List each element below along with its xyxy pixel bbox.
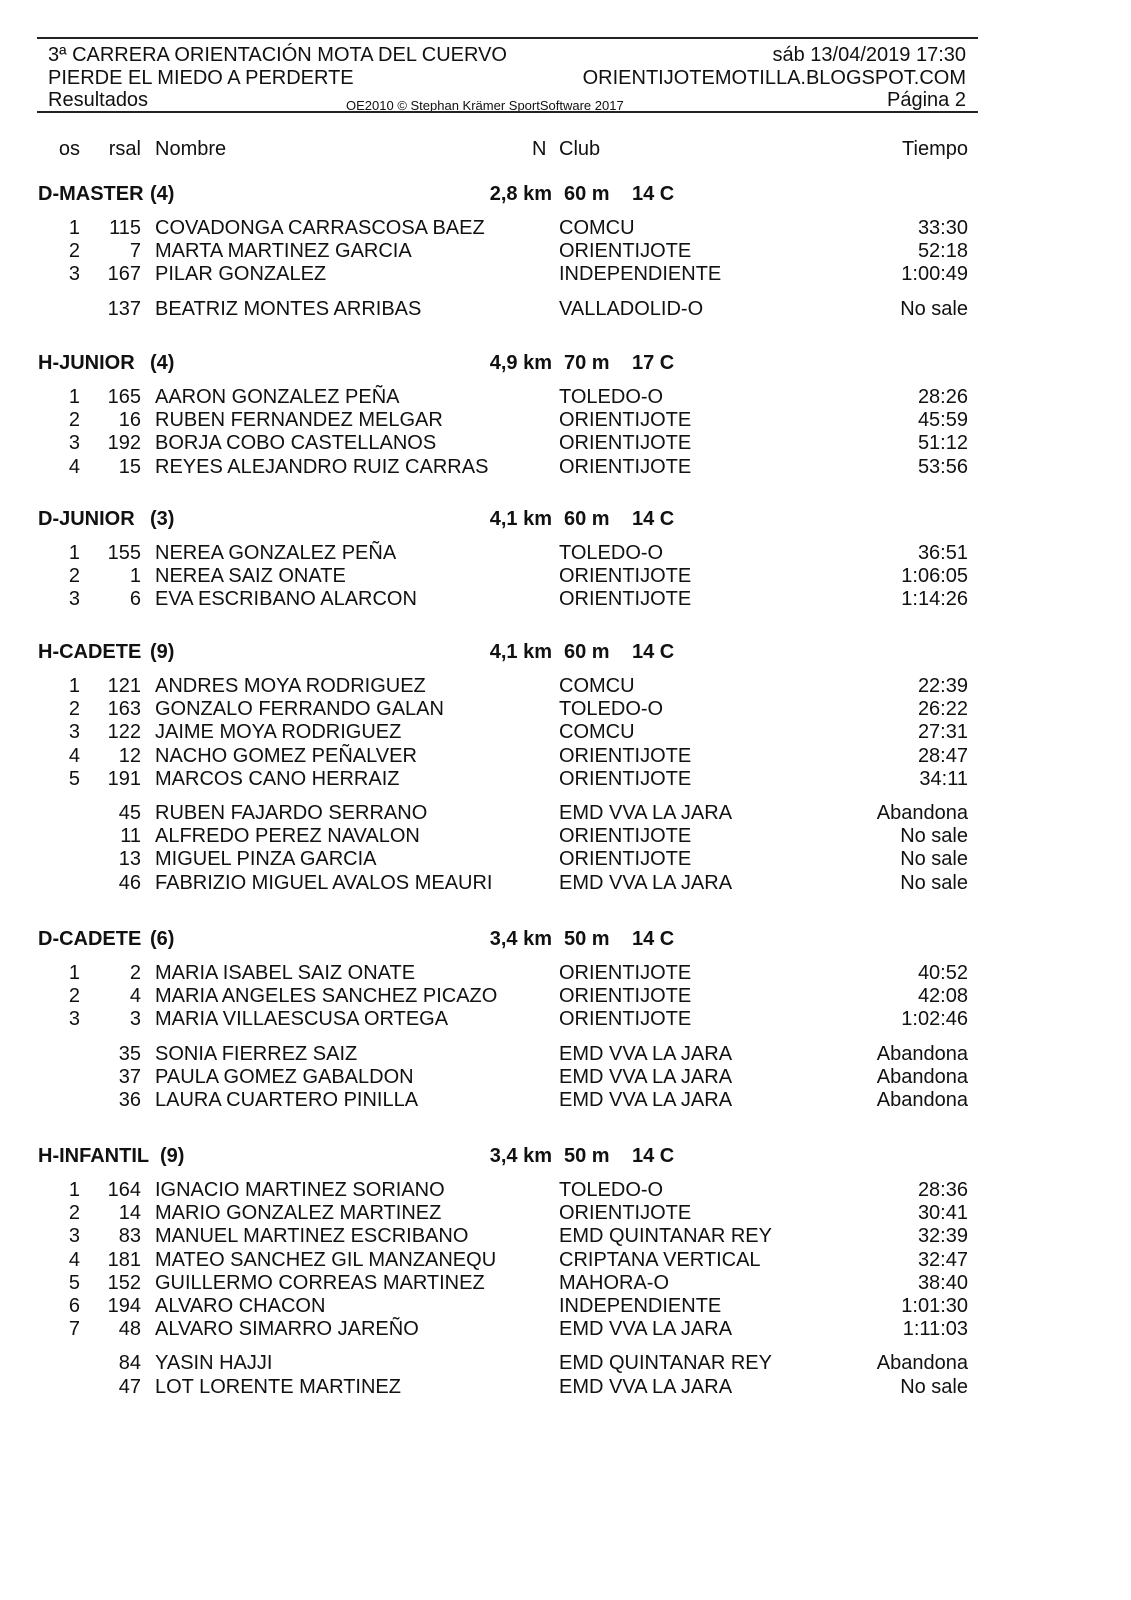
result-club: ORIENTIJOTE <box>559 985 692 1007</box>
result-time: 1:02:46 <box>901 1008 968 1030</box>
software-credit: OE2010 © Stephan Krämer SportSoftware 2017 <box>346 98 624 113</box>
category-name: H-INFANTIL <box>38 1145 150 1167</box>
result-time: 40:52 <box>917 962 968 984</box>
col-header-bib: rsal <box>108 138 141 160</box>
course-climb: 60 m <box>564 641 610 663</box>
result-time: Abandona <box>876 1352 968 1374</box>
result-club: EMD QUINTANAR REY <box>559 1225 772 1247</box>
result-bib: 1 <box>129 565 141 587</box>
col-header-time: Tiempo <box>902 138 968 160</box>
result-bib: 164 <box>107 1179 141 1201</box>
result-time: 30:41 <box>917 1202 968 1224</box>
result-name: RUBEN FAJARDO SERRANO <box>155 802 428 824</box>
result-time: 51:12 <box>917 432 968 454</box>
result-club: ORIENTIJOTE <box>559 588 692 610</box>
result-position: 3 <box>68 263 80 285</box>
result-club: ORIENTIJOTE <box>559 240 692 262</box>
result-time: 1:01:30 <box>901 1295 968 1317</box>
result-position: 2 <box>68 565 80 587</box>
result-time: No sale <box>900 848 968 870</box>
result-position: 4 <box>68 1249 80 1271</box>
result-position: 4 <box>68 745 80 767</box>
result-club: COMCU <box>559 675 635 697</box>
result-bib: 181 <box>107 1249 141 1271</box>
col-header-pos: os <box>58 138 80 160</box>
result-bib: 192 <box>107 432 141 454</box>
result-club: EMD VVA LA JARA <box>559 1089 733 1111</box>
result-position: 2 <box>68 698 80 720</box>
course-controls: 14 C <box>632 183 675 205</box>
result-name: MARIA ISABEL SAIZ ONATE <box>155 962 416 984</box>
col-header-name: Nombre <box>155 138 227 160</box>
course-controls: 17 C <box>632 352 675 374</box>
result-position: 1 <box>68 962 80 984</box>
result-name: MARIA VILLAESCUSA ORTEGA <box>155 1008 449 1030</box>
result-name: AARON GONZALEZ PEÑA <box>155 386 400 408</box>
doc-type: Resultados <box>48 89 149 111</box>
result-club: ORIENTIJOTE <box>559 1202 692 1224</box>
result-club: ORIENTIJOTE <box>559 848 692 870</box>
result-club: ORIENTIJOTE <box>559 409 692 431</box>
result-bib: 6 <box>129 588 141 610</box>
result-bib: 152 <box>107 1272 141 1294</box>
result-name: MANUEL MARTINEZ ESCRIBANO <box>155 1225 469 1247</box>
result-bib: 155 <box>107 542 141 564</box>
result-name: SONIA FIERREZ SAIZ <box>155 1043 358 1065</box>
result-club: CRIPTANA VERTICAL <box>559 1249 761 1271</box>
result-time: 26:22 <box>917 698 968 720</box>
course-controls: 14 C <box>632 508 675 530</box>
result-name: IGNACIO MARTINEZ SORIANO <box>155 1179 445 1201</box>
result-club: ORIENTIJOTE <box>559 432 692 454</box>
result-name: MARIA ANGELES SANCHEZ PICAZO <box>155 985 498 1007</box>
result-name: PILAR GONZALEZ <box>155 263 327 285</box>
result-time: 45:59 <box>917 409 968 431</box>
course-climb: 50 m <box>564 928 610 950</box>
result-time: Abandona <box>876 1089 968 1111</box>
result-name: NEREA SAIZ ONATE <box>155 565 346 587</box>
result-position: 3 <box>68 1008 80 1030</box>
result-name: JAIME MOYA RODRIGUEZ <box>155 721 402 743</box>
result-bib: 46 <box>118 872 141 894</box>
result-position: 2 <box>68 240 80 262</box>
course-length: 2,8 km <box>489 183 552 205</box>
result-time: 33:30 <box>917 217 968 239</box>
result-name: EVA ESCRIBANO ALARCON <box>155 588 417 610</box>
result-bib: 84 <box>118 1352 141 1374</box>
result-bib: 2 <box>129 962 141 984</box>
result-position: 1 <box>68 217 80 239</box>
result-club: EMD VVA LA JARA <box>559 1043 733 1065</box>
course-length: 4,1 km <box>489 641 552 663</box>
category-name: H-CADETE <box>38 641 142 663</box>
result-bib: 35 <box>118 1043 141 1065</box>
result-club: MAHORA-O <box>559 1272 669 1294</box>
result-time: 28:47 <box>917 745 968 767</box>
result-bib: 191 <box>107 768 141 790</box>
course-climb: 60 m <box>564 508 610 530</box>
result-bib: 163 <box>107 698 141 720</box>
result-name: PAULA GOMEZ GABALDON <box>155 1066 414 1088</box>
result-bib: 14 <box>118 1202 141 1224</box>
result-position: 2 <box>68 409 80 431</box>
result-name: LOT LORENTE MARTINEZ <box>155 1376 401 1398</box>
result-name: NEREA GONZALEZ PEÑA <box>155 542 397 564</box>
result-club: EMD VVA LA JARA <box>559 1066 733 1088</box>
result-bib: 7 <box>129 240 141 262</box>
result-time: 32:39 <box>917 1225 968 1247</box>
category-count: (3) <box>150 508 175 530</box>
result-time: 32:47 <box>917 1249 968 1271</box>
result-club: EMD VVA LA JARA <box>559 802 733 824</box>
col-header-n: N <box>532 138 547 160</box>
category-count: (6) <box>150 928 175 950</box>
result-name: BORJA COBO CASTELLANOS <box>155 432 437 454</box>
course-length: 4,9 km <box>489 352 552 374</box>
result-position: 3 <box>68 721 80 743</box>
result-name: ALVARO SIMARRO JAREÑO <box>155 1318 419 1340</box>
result-name: YASIN HAJJI <box>155 1352 273 1374</box>
result-time: 27:31 <box>917 721 968 743</box>
result-position: 1 <box>68 386 80 408</box>
result-bib: 47 <box>118 1376 141 1398</box>
result-time: Abandona <box>876 802 968 824</box>
result-club: COMCU <box>559 217 635 239</box>
result-position: 5 <box>68 768 80 790</box>
result-bib: 167 <box>107 263 141 285</box>
course-climb: 70 m <box>564 352 610 374</box>
result-club: EMD QUINTANAR REY <box>559 1352 772 1374</box>
result-club: ORIENTIJOTE <box>559 456 692 478</box>
result-time: 34:11 <box>919 768 968 790</box>
result-name: MARIO GONZALEZ MARTINEZ <box>155 1202 442 1224</box>
result-bib: 11 <box>120 825 141 847</box>
result-time: No sale <box>900 298 968 320</box>
result-name: BEATRIZ MONTES ARRIBAS <box>155 298 422 320</box>
result-time: No sale <box>900 872 968 894</box>
result-name: COVADONGA CARRASCOSA BAEZ <box>155 217 485 239</box>
result-name: NACHO GOMEZ PEÑALVER <box>155 745 417 767</box>
result-bib: 45 <box>118 802 141 824</box>
result-club: ORIENTIJOTE <box>559 1008 692 1030</box>
header-top-rule <box>37 37 978 39</box>
result-position: 3 <box>68 1225 80 1247</box>
result-club: ORIENTIJOTE <box>559 565 692 587</box>
result-club: TOLEDO-O <box>559 1179 664 1201</box>
result-position: 3 <box>68 588 80 610</box>
result-name: MARTA MARTINEZ GARCIA <box>155 240 412 262</box>
result-bib: 194 <box>107 1295 141 1317</box>
result-club: ORIENTIJOTE <box>559 745 692 767</box>
result-club: INDEPENDIENTE <box>559 263 722 285</box>
result-name: MIGUEL PINZA GARCIA <box>155 848 377 870</box>
result-time: 42:08 <box>917 985 968 1007</box>
result-position: 1 <box>68 1179 80 1201</box>
category-name: H-JUNIOR <box>38 352 135 374</box>
result-name: RUBEN FERNANDEZ MELGAR <box>155 409 443 431</box>
result-time: 1:14:26 <box>901 588 968 610</box>
result-name: GUILLERMO CORREAS MARTINEZ <box>155 1272 485 1294</box>
result-time: 28:36 <box>917 1179 968 1201</box>
result-club: TOLEDO-O <box>559 542 664 564</box>
result-time: Abandona <box>876 1043 968 1065</box>
result-club: TOLEDO-O <box>559 698 664 720</box>
course-length: 4,1 km <box>489 508 552 530</box>
result-name: MATEO SANCHEZ GIL MANZANEQU <box>155 1249 497 1271</box>
result-time: 53:56 <box>917 456 968 478</box>
result-bib: 37 <box>118 1066 141 1088</box>
result-time: 1:06:05 <box>901 565 968 587</box>
result-position: 1 <box>68 542 80 564</box>
course-climb: 50 m <box>564 1145 610 1167</box>
event-website: ORIENTIJOTEMOTILLA.BLOGSPOT.COM <box>582 67 966 89</box>
result-position: 2 <box>68 1202 80 1224</box>
result-club: EMD VVA LA JARA <box>559 1376 733 1398</box>
category-name: D-MASTER <box>38 183 144 205</box>
result-name: ANDRES MOYA RODRIGUEZ <box>155 675 426 697</box>
result-bib: 137 <box>107 298 141 320</box>
result-name: ALVARO CHACON <box>155 1295 326 1317</box>
event-subtitle: PIERDE EL MIEDO A PERDERTE <box>48 67 354 89</box>
result-position: 5 <box>68 1272 80 1294</box>
result-club: ORIENTIJOTE <box>559 825 692 847</box>
result-time: 38:40 <box>917 1272 968 1294</box>
result-name: MARCOS CANO HERRAIZ <box>155 768 400 790</box>
result-bib: 165 <box>107 386 141 408</box>
result-position: 7 <box>68 1318 80 1340</box>
result-bib: 16 <box>118 409 141 431</box>
result-time: No sale <box>900 1376 968 1398</box>
result-time: 28:26 <box>917 386 968 408</box>
course-climb: 60 m <box>564 183 610 205</box>
result-bib: 122 <box>107 721 141 743</box>
page-number: Página 2 <box>887 89 966 111</box>
category-count: (4) <box>150 352 175 374</box>
result-position: 1 <box>68 675 80 697</box>
category-count: (4) <box>150 183 175 205</box>
result-club: ORIENTIJOTE <box>559 768 692 790</box>
result-position: 2 <box>68 985 80 1007</box>
result-position: 6 <box>68 1295 80 1317</box>
result-club: VALLADOLID-O <box>559 298 704 320</box>
result-time: Abandona <box>876 1066 968 1088</box>
category-name: D-CADETE <box>38 928 142 950</box>
result-bib: 3 <box>129 1008 141 1030</box>
result-bib: 121 <box>107 675 141 697</box>
result-time: 22:39 <box>917 675 968 697</box>
result-position: 4 <box>68 456 80 478</box>
result-club: TOLEDO-O <box>559 386 664 408</box>
course-controls: 14 C <box>632 641 675 663</box>
result-bib: 83 <box>118 1225 141 1247</box>
result-bib: 15 <box>118 456 141 478</box>
result-bib: 115 <box>109 217 141 239</box>
col-header-club: Club <box>559 138 601 160</box>
category-count: (9) <box>150 641 175 663</box>
result-bib: 12 <box>118 745 141 767</box>
event-datetime: sáb 13/04/2019 17:30 <box>772 44 966 66</box>
result-time: 1:11:03 <box>902 1318 968 1340</box>
category-count: (9) <box>160 1145 185 1167</box>
result-bib: 4 <box>129 985 141 1007</box>
result-time: 36:51 <box>917 542 968 564</box>
result-time: No sale <box>900 825 968 847</box>
course-length: 3,4 km <box>489 1145 552 1167</box>
header-bottom-rule <box>37 111 978 113</box>
result-club: INDEPENDIENTE <box>559 1295 722 1317</box>
event-title: 3ª CARRERA ORIENTACIÓN MOTA DEL CUERVO <box>48 44 507 66</box>
result-club: COMCU <box>559 721 635 743</box>
result-name: FABRIZIO MIGUEL AVALOS MEAURI <box>155 872 493 894</box>
category-name: D-JUNIOR <box>38 508 135 530</box>
result-name: GONZALO FERRANDO GALAN <box>155 698 444 720</box>
result-club: EMD VVA LA JARA <box>559 1318 733 1340</box>
course-controls: 14 C <box>632 1145 675 1167</box>
result-time: 52:18 <box>917 240 968 262</box>
course-length: 3,4 km <box>489 928 552 950</box>
result-position: 3 <box>68 432 80 454</box>
result-bib: 13 <box>118 848 141 870</box>
result-name: REYES ALEJANDRO RUIZ CARRAS <box>155 456 489 478</box>
result-bib: 36 <box>118 1089 141 1111</box>
course-controls: 14 C <box>632 928 675 950</box>
result-time: 1:00:49 <box>901 263 968 285</box>
result-club: EMD VVA LA JARA <box>559 872 733 894</box>
result-name: LAURA CUARTERO PINILLA <box>155 1089 419 1111</box>
result-name: ALFREDO PEREZ NAVALON <box>155 825 420 847</box>
result-club: ORIENTIJOTE <box>559 962 692 984</box>
result-bib: 48 <box>118 1318 141 1340</box>
